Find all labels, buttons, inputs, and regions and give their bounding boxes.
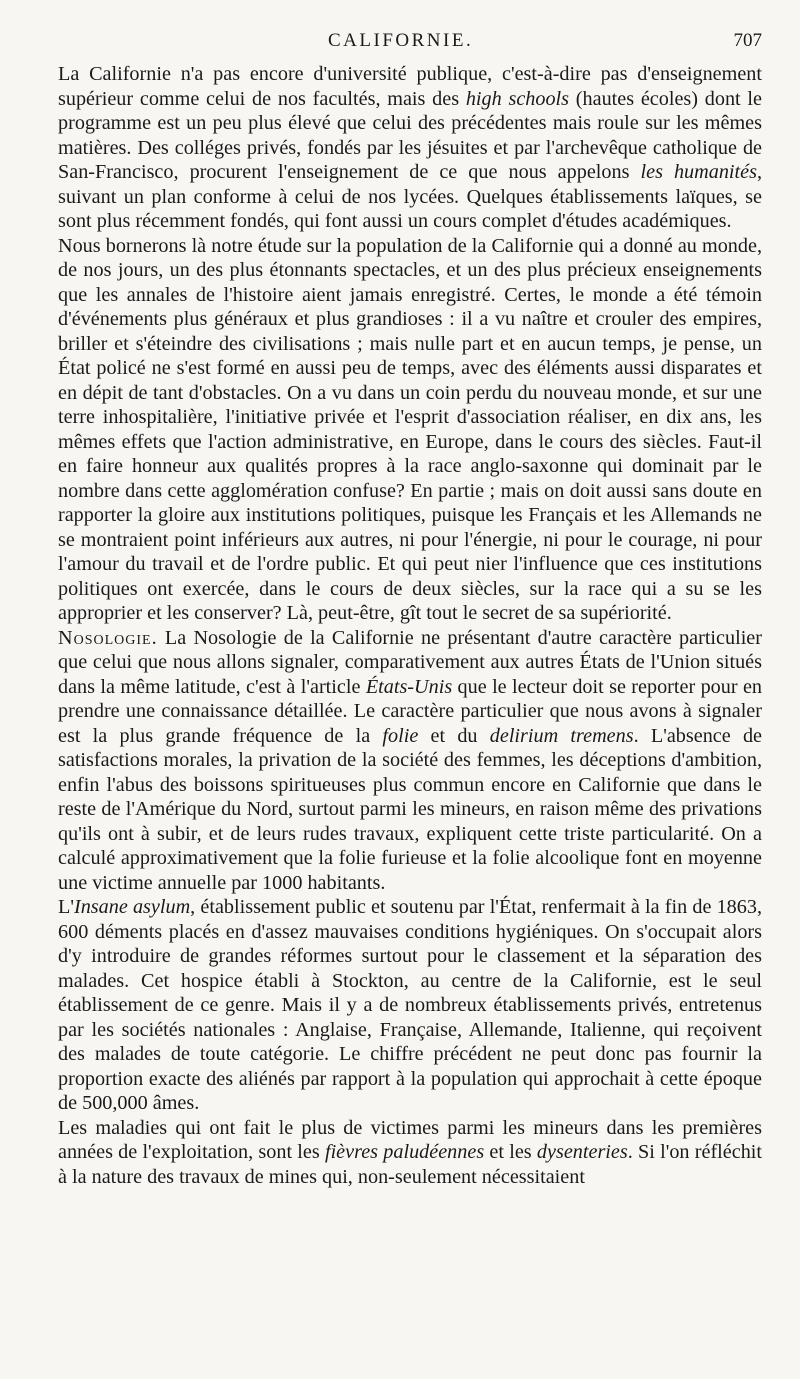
paragraph-insane-asylum: L'Insane asylum, établissement public et soutenu par l'État, renfermait à la fin de 1863, 600 déments placés en d'assez mauvaises conditions hygiéniques. On s'occupait alors d'y introduire de grandes réformes surtout pour le classement et la séparation des malades. Cet hospice établi à Stockton, au centre de la Californie, est le seul établissement de ce genre. Mais il y a de nombreux établissements privés, entretenus par les sociétés nationales : Anglaise, Française, Allemande, Italienne, qui reçoivent des malades de toute catégorie. Le chiffre précédent ne peut donc pas fournir la proportion exacte des aliénés par rapport à la population qui approchait à cette époque de 500,000 âmes.: [58, 896, 762, 1114]
running-title: CALIFORNIE.: [328, 30, 474, 51]
italic-high-schools: high schools: [465, 87, 570, 110]
italic-folie: folie: [382, 724, 419, 747]
italic-dysenteries: dysenteries: [536, 1141, 628, 1163]
italic-humanites: les humanités: [640, 161, 757, 183]
paragraph-maladies: Les maladies qui ont fait le plus de victimes parmi les mineurs dans les premières années de l'exploitation, sont les fièvres paludéennes et les dysenteries. Si l'on réfléchit à la nature des travaux de mines qui, non-seulement nécessitaient: [58, 1116, 763, 1188]
italic-fievres-paludeennes: fièvres paludéennes: [324, 1141, 485, 1163]
page-header: [58, 28, 762, 56]
italic-delirium-tremens: delirium tremens: [489, 724, 634, 747]
paragraph-population: Nous bornerons là notre étude sur la population de la Californie qui a donné au monde, de nos jours, un des plus étonnants spectacles, et un des plus précieux enseignements que les annales de l'histoire aient jamais enregistré. Certes, le monde a été témoin d'événements plus généraux et plus grandioses : il a vu naître et crouler des empires, briller et s'éteindre des civilisations ; mais nulle part et en aucun temps, je pense, un État policé ne s'est formé en aussi peu de temps, avec des éléments aussi disparates et en dépit de tant d'obstacles. On a vu dans un coin perdu du nouveau monde, et sur une terre inhospitalière, l'initiative privée et l'esprit d'association réaliser, en dix ans, les mêmes effets que l'action administrative, en Europe, dans le cours des siècles. Faut-il en faire honneur aux qualités propres à la race anglo-saxonne qui dominait par le nombre dans cette agglomération confuse? En partie ; mais on doit aussi sans doute en rapporter la gloire aux institutions politiques, puisque les Français et les Allemands ne se montraient point inférieurs aux autres, ni pour l'énergie, ni pour le courage, ni pour l'amour du travail et de l'ordre public. Et qui peut nier l'influence que ces institutions politiques ont exercée, dans le cours de deux siècles, sur la race qui a su se les approprier et les conserver? Là, peut-être, gît tout le secret de sa supériorité.: [58, 234, 762, 624]
italic-insane-asylum: Insane asylum: [73, 896, 191, 918]
italic-etats-unis: États-Unis: [365, 675, 453, 698]
page-number: 707: [733, 30, 762, 51]
section-heading-nosologie: Nosologie.: [58, 626, 158, 649]
paragraph-nosologie: Nosologie. La Nosologie de la Californie ne présentant d'autre caractère particulier que celui que nous allons signaler, comparativement aux autres États de l'Union situés dans la même latitude, c'est à l'article États-Unis que le lecteur doit se reporter pour en prendre une connaissance détaillée. Le caractère particulier que nous avons à signaler est la plus grande fréquence de la folie et du delirium tremens. L'absence de satisfactions morales, la privation de la société des femmes, les déceptions d'ambition, enfin l'abus des boissons spiritueuses plus commun encore en Californie que dans le reste de l'Amérique du Nord, surtout parmi les mineurs, en raison même des privations qu'ils ont à subir, et de leurs rudes travaux, expliquent cette triste particularité. On a calculé approximativement que la folie furieuse et la folie alcoolique font en moyenne une victime annuelle par 1000 habitants.: [58, 626, 762, 894]
paragraph-universities: La Californie n'a pas encore d'université publique, c'est-à-dire pas d'enseignement supérieur comme celui de nos facultés, mais des high schools (hautes écoles) dont le programme est un peu plus élevé que celui des précédentes mais roule sur les mêmes matières. Des colléges privés, fondés par les jésuites et par l'archevêque catholique de San-Francisco, procurent l'enseignement de ce que nous appelons les humanités, suivant un plan conforme à celui de nos lycées. Quelques établissements laïques, se sont plus récemment fondés, qui font aussi un cours complet d'études académiques.: [58, 63, 763, 232]
body-text: [58, 62, 762, 1189]
